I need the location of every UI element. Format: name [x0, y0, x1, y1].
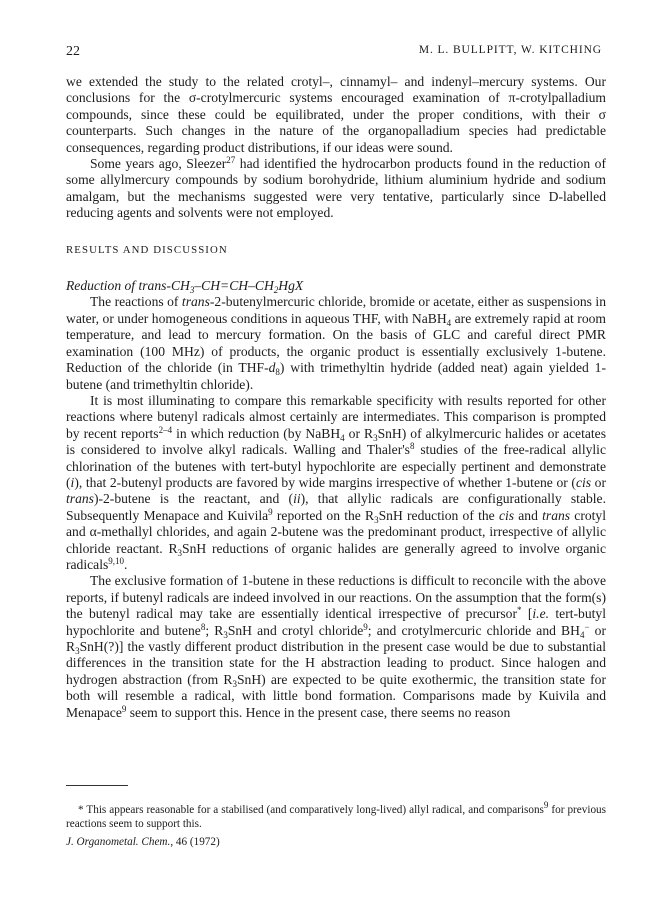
paragraph-5: The exclusive formation of 1-butene in these reductions is difficult to reconcile with the above reports, if butenyl radicals are indeed involved in our reactions. On the assumption that the form(s) the butenyl radical may take are essentially identical irrespective of precursor* [i.e. tert-butyl hypochlorite and butene$^8$; $R_3SnH$ and crotyl chloride$^9$; and crotylmercuric chloride and $BH_4^-$ or $R_3SnH(?)$] the vastly different product distribution in the present case would be due to substantial differences in the transition state for the H abstraction leading to product. Since halogen and hydrogen abstraction (from $R_3SnH$) are expected to be quite exothermic, the transition state for both will resemble a radical, with little bond formation. Comparisons made by Kuivila and Menapace$^9$ seem to support this. Hence in the present case, there seems no reason [66, 573, 606, 720]
article-body [66, 74, 606, 721]
journal-citation [66, 836, 220, 848]
footnote-marker: * [517, 605, 522, 616]
citation: 9 [543, 800, 549, 811]
citation: 2–4 [158, 424, 173, 435]
citation: 9 [363, 621, 368, 632]
citation: 8 [200, 621, 206, 632]
running-head: M. L. BULLPITT, W. KITCHING [418, 44, 602, 56]
paragraph-2: Some years ago, Sleezer$^{27}$ had identified the hydrocarbon products found in the reduction of some allylmercury compounds by sodium borohydride, lithium aluminium hydride and sodium amalgam, but the mechanisms suggested were very tentative, particularly since D-labelled reducing agents and solvents were not employed. [66, 155, 606, 221]
journal-volume: , 46 (1972) [170, 836, 220, 848]
paragraph-1: we extended the study to the related crotyl–, cinnamyl– and indenyl–mercury systems. Our conclusions for the σ-crotylmercuric systems encouraged examination of π-crotylpalladium compounds, since these could be equilibrated, under the proper conditions, with their σ counterparts. Such changes in the nature of the organopalladium species had predictable consequences, regarding product distributions, if our ideas were sound. [66, 74, 606, 155]
paragraph-4: It is most illuminating to compare this remarkable specificity with results reported for other reactions where butenyl radicals almost certainly are intermediates. This comparison is prompted by recent reports$^{2-4}$ in which reduction (by NaBH$_4$ or $R_3SnH$) of alkylmercuric halides or acetates is considered to involve alkyl radicals. Walling and $Thaler's^8$ studies of the free-radical allylic chlorination of the butenes with tert-butyl hypochlorite are especially pertinent and demonstrate (i), that 2-butenyl products are favored by wide margins irrespective of whether 1-butene or (cis or trans)-2-butene is the reactant, and (ii), that allylic radicals are configurationally stable. Subsequently Menapace and Kuivila$^9$ reported on the $R_3SnH$ reduction of the cis and trans crotyl and α-methallyl chlorides, and again 2-butene was the predominant product, irrespective of allylic chloride reactant. $R_3SnH$ reductions of organic halides are generally agreed to involve organic radicals$^{9,10}$. [66, 392, 607, 572]
page-number: 22 [66, 44, 80, 59]
citation: 9 [121, 703, 127, 714]
footnote: * This appears reasonable for a stabilised (and comparatively long-lived) allyl radical, and comparisons$^9$ for previous reactions seem to support this. [66, 800, 606, 831]
citation: 27 [226, 155, 236, 166]
paragraph-3: The reactions of trans-2-butenylmercuric chloride, bromide or acetate, either as suspensions in water, or under homogeneous conditions in aqueous THF, with NaBH$_4$ are extremely rapid at room temperature, and lead to mercury formation. On the basis of GLC and careful direct PMR examination (100 MHz) of products, the organic product is essentially exclusively 1-butene. Reduction of the chloride (in THF-$d_8$) with trimethyltin hydride (added neat) again yielded 1-butene (and trimethyltin chloride). [66, 294, 607, 392]
footnote-divider [66, 785, 128, 786]
journal-name: J. Organometal. Chem. [66, 836, 171, 848]
citation: 9 [268, 506, 273, 517]
section-heading: RESULTS AND DISCUSSION [66, 243, 228, 256]
page-header [66, 44, 602, 64]
citation: 9,10 [108, 555, 125, 566]
subsection-heading: Reduction of trans-$CH_3-CH=CH-CH_2HgX$ [66, 278, 304, 296]
citation: 8 [409, 441, 415, 452]
